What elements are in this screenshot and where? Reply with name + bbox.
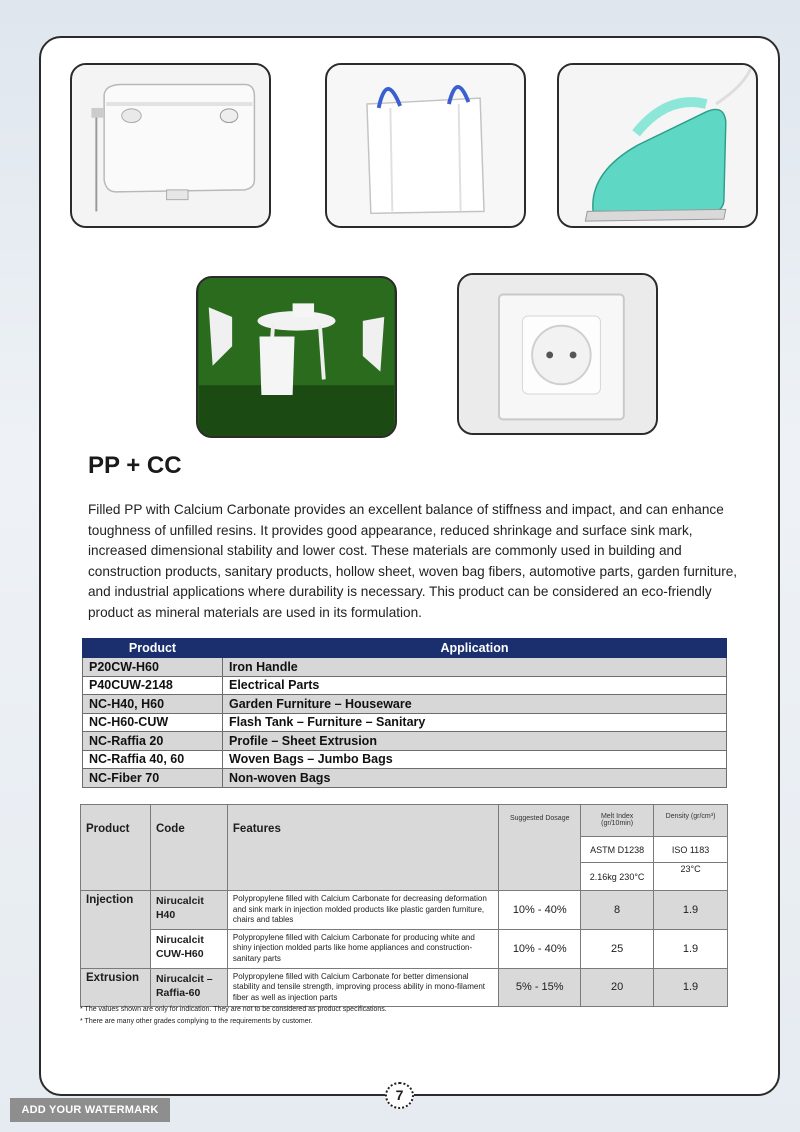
melt-standard: ASTM D1238 bbox=[581, 837, 654, 863]
melt-condition: 2.16kg 230°C bbox=[581, 863, 654, 891]
section-title: PP + CC bbox=[88, 452, 182, 479]
table-row bbox=[83, 750, 727, 769]
density-cell: 1.9 bbox=[654, 968, 728, 1007]
page-number: 7 bbox=[385, 1082, 414, 1109]
electrical-socket-photo bbox=[457, 273, 658, 435]
product-cell: NC-H40, H60 bbox=[83, 695, 223, 714]
product-cell: P20CW-H60 bbox=[83, 658, 223, 677]
features-cell: Polypropylene filled with Calcium Carbonate for decreasing deformation and sink mark in injection molded products like plastic garden furniture, chairs and tables bbox=[227, 891, 498, 930]
table-row bbox=[83, 676, 727, 695]
code-cell: Nirucalcit – Raffia-60 bbox=[150, 968, 227, 1007]
product-cell: NC-H60-CUW bbox=[83, 713, 223, 732]
application-cell: Electrical Parts bbox=[223, 676, 727, 695]
density-condition: 23°C bbox=[654, 863, 728, 891]
features-cell: Polypropylene filled with Calcium Carbonate for better dimensional stability and tensile strength, improving process ability in mono-filament fiber as well as injection parts bbox=[227, 968, 498, 1007]
watermark-label: ADD YOUR WATERMARK bbox=[10, 1098, 170, 1122]
steam-iron-photo bbox=[557, 63, 758, 228]
applications-table bbox=[82, 638, 727, 788]
col-header-features: Features bbox=[227, 805, 498, 891]
process-cell: Injection bbox=[81, 891, 151, 969]
col-header-application: Application bbox=[223, 639, 727, 658]
table-row bbox=[81, 929, 728, 968]
melt-cell: 20 bbox=[581, 968, 654, 1007]
col-header-product: Product bbox=[83, 639, 223, 658]
features-cell: Polypropylene filled with Calcium Carbonate for producing white and shiny injection molded parts like home appliances and construction-sanitary parts bbox=[227, 929, 498, 968]
product-cell: NC-Fiber 70 bbox=[83, 769, 223, 788]
table-row bbox=[83, 769, 727, 788]
col-header-dosage: Suggested Dosage bbox=[499, 805, 581, 891]
col-header-product: Product bbox=[81, 805, 151, 891]
application-cell: Flash Tank – Furniture – Sanitary bbox=[223, 713, 727, 732]
product-cell: P40CUW-2148 bbox=[83, 676, 223, 695]
dosage-cell: 10% - 40% bbox=[499, 929, 581, 968]
footnote: * The values shown are only for indication. They are not to be considered as product specifications. bbox=[80, 1006, 387, 1013]
density-cell: 1.9 bbox=[654, 891, 728, 930]
garden-furniture-photo bbox=[196, 276, 397, 438]
melt-cell: 25 bbox=[581, 929, 654, 968]
density-standard: ISO 1183 bbox=[654, 837, 728, 863]
intro-paragraph: Filled PP with Calcium Carbonate provides an excellent balance of stiffness and impact, and can enhance toughness of unfilled resins. It provides good appearance, reduced shrinkage and surface sink mark, increased dimensional stability and lower cost. These materials are commonly used in building and construction products, sanitary products, hollow sheet, woven bag fibers, automotive parts, garden furniture, and industrial applications where durability is necessary. This product can be considered an eco-friendly product as mineral materials are used in its formulation. bbox=[88, 502, 738, 620]
table-row bbox=[83, 658, 727, 677]
application-cell: Garden Furniture – Houseware bbox=[223, 695, 727, 714]
density-cell: 1.9 bbox=[654, 929, 728, 968]
code-cell: Nirucalcit CUW-H60 bbox=[150, 929, 227, 968]
application-cell: Profile – Sheet Extrusion bbox=[223, 732, 727, 751]
footnote: * There are many other grades complying to the requirements by customer. bbox=[80, 1018, 313, 1025]
code-cell: Nirucalcit H40 bbox=[150, 891, 227, 930]
dosage-cell: 10% - 40% bbox=[499, 891, 581, 930]
application-cell: Woven Bags – Jumbo Bags bbox=[223, 750, 727, 769]
table-row bbox=[83, 732, 727, 751]
jumbo-bag-photo bbox=[325, 63, 526, 228]
melt-cell: 8 bbox=[581, 891, 654, 930]
col-header-density: Density (gr/cm³) bbox=[654, 805, 728, 837]
process-cell: Extrusion bbox=[81, 968, 151, 1007]
table-row bbox=[81, 891, 728, 930]
table-row bbox=[83, 695, 727, 714]
application-cell: Iron Handle bbox=[223, 658, 727, 677]
application-cell: Non-woven Bags bbox=[223, 769, 727, 788]
product-cell: NC-Raffia 20 bbox=[83, 732, 223, 751]
col-header-melt-index: Melt Index (gr/10min) bbox=[581, 805, 654, 837]
grades-table bbox=[80, 804, 728, 1007]
flush-tank-photo bbox=[70, 63, 271, 228]
table-row bbox=[83, 713, 727, 732]
dosage-cell: 5% - 15% bbox=[499, 968, 581, 1007]
table-row bbox=[81, 968, 728, 1007]
col-header-code: Code bbox=[150, 805, 227, 891]
product-cell: NC-Raffia 40, 60 bbox=[83, 750, 223, 769]
